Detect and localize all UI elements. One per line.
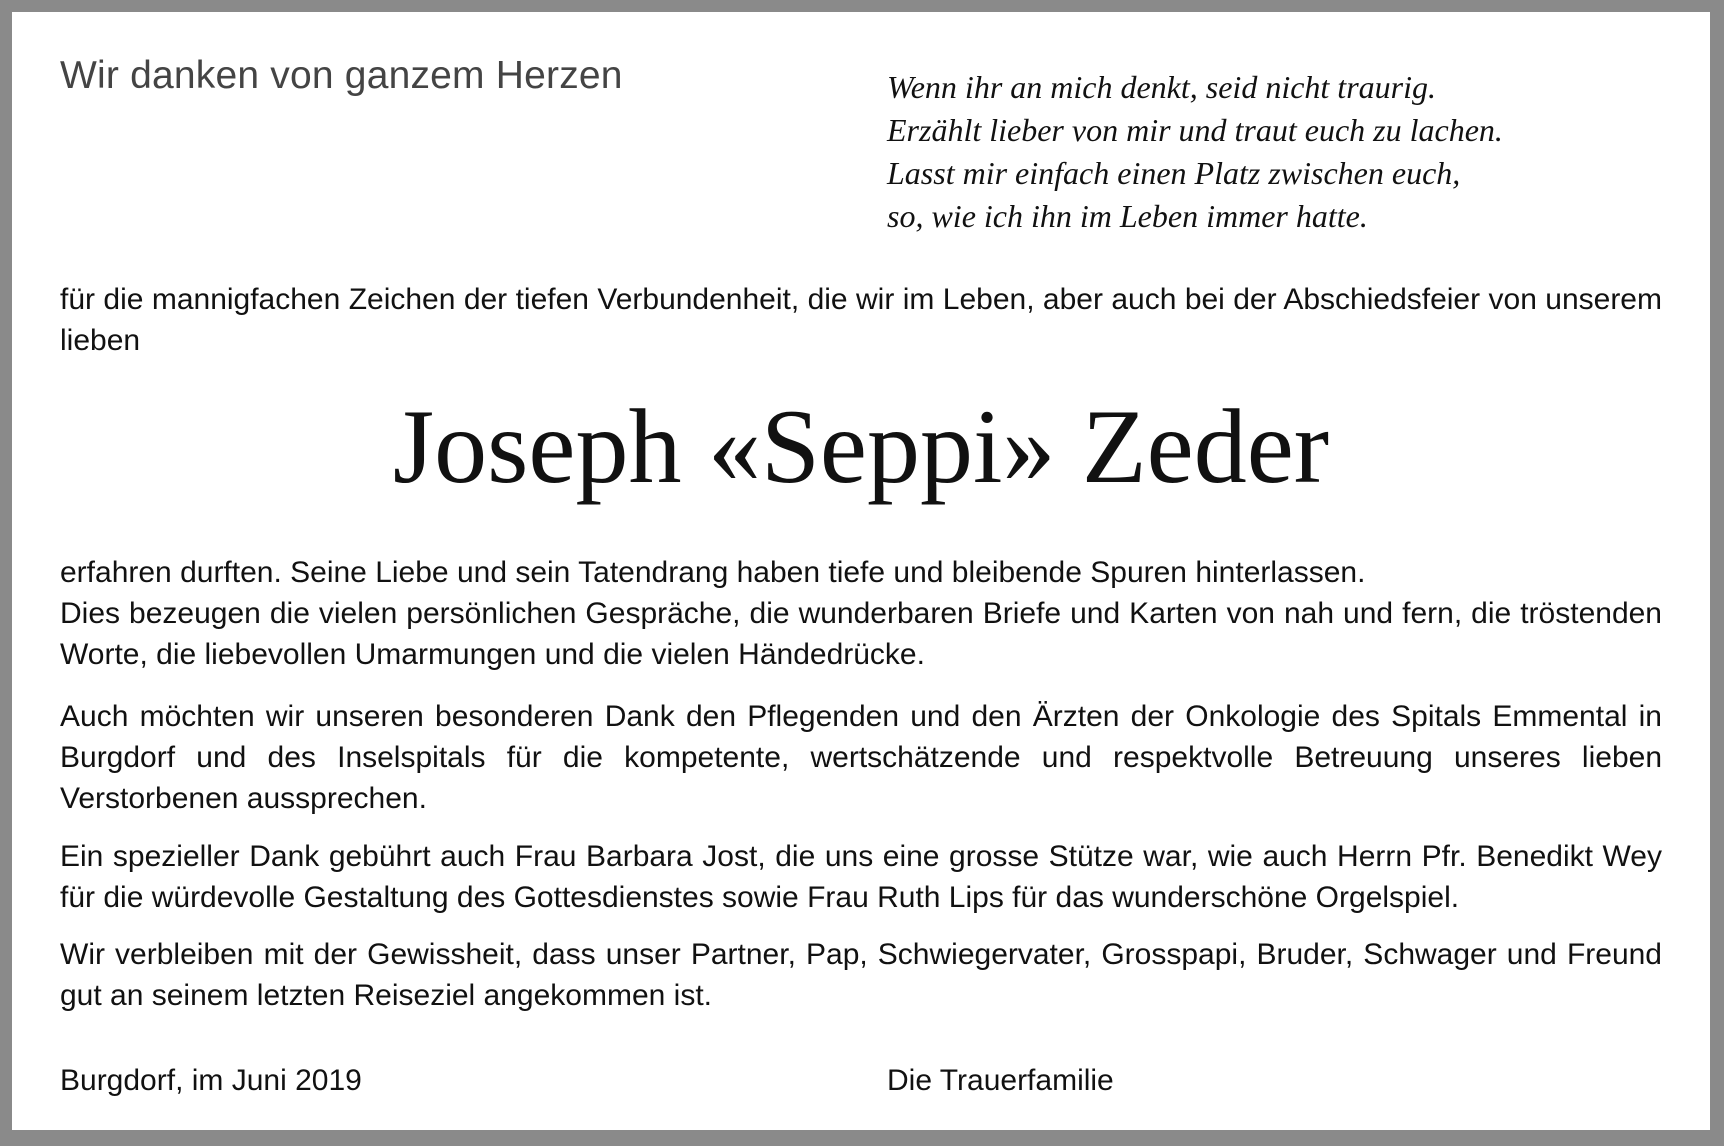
thanks-heading: Wir danken von ganzem Herzen <box>60 54 623 97</box>
certainty-paragraph: Wir verbleiben mit der Gewissheit, dass unser Partner, Pap, Schwiegervater, Grosspapi, Bruder, Schwager und Freund gut an seinem letzten Reiseziel angekommen ist. <box>60 938 1662 1012</box>
place-date: Burgdorf, im Juni 2019 <box>60 1064 362 1097</box>
poem-line: so, wie ich ihn im Leben immer hatte. <box>887 198 1368 234</box>
poem-line: Wenn ihr an mich denkt, seid nicht traurig. <box>887 69 1436 105</box>
experience-paragraph <box>60 552 1662 675</box>
intro-paragraph: für die mannigfachen Zeichen der tiefen Verbundenheit, die wir im Leben, aber auch bei der Abschiedsfeier von unserem lieben <box>60 283 1662 357</box>
experience-line: erfahren durften. Seine Liebe und sein Tatendrang haben tiefe und bleibende Spuren hinterlassen. <box>60 556 1366 589</box>
poem <box>887 66 1503 238</box>
poem-line: Lasst mir einfach einen Platz zwischen euch, <box>887 155 1461 191</box>
deceased-name: Joseph «Seppi» Zeder <box>392 388 1330 505</box>
experience-text: Dies bezeugen die vielen persönlichen Gespräche, die wunderbaren Briefe und Karten von nah und fern, die tröstenden Worte, die liebevollen Umarmungen und die vielen Händedrücke. <box>60 597 1662 671</box>
special-thanks-paragraph: Ein spezieller Dank gebührt auch Frau Barbara Jost, die uns eine grosse Stütze war, wie auch Herrn Pfr. Benedikt Wey für die würdevolle Gestaltung des Gottesdienstes sowie Frau Ruth Lips für das wunderschöne Orgelspiel. <box>60 840 1662 914</box>
obituary-notice <box>12 12 1710 1130</box>
poem-line: Erzählt lieber von mir und traut euch zu lachen. <box>887 112 1503 148</box>
signature: Die Trauerfamilie <box>887 1064 1114 1097</box>
care-paragraph: Auch möchten wir unseren besonderen Dank den Pflegenden und den Ärzten der Onkologie des Spitals Emmental in Burgdorf und des Inselspitals für die kompetente, wertschätzende und respektvolle Betreuung unseres lieben Verstorbenen aussprechen. <box>60 700 1662 815</box>
